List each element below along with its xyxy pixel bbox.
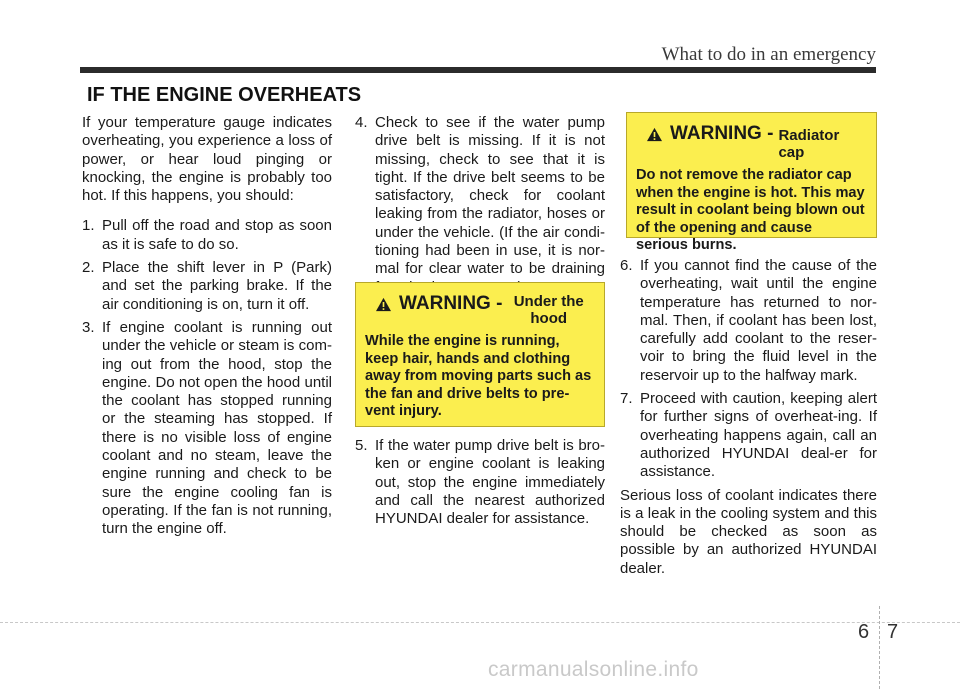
warning-triangle-icon [375,297,392,312]
warning-text: Do not remove the radiator cap when the engine is hot. This may result in coolant being blown out of the opening and cause serious burns. [636,167,865,254]
steps-list-d [620,257,877,482]
warning-heading [636,123,867,161]
step-item [82,259,332,314]
step-item [355,114,605,297]
step-item [355,437,605,528]
column-2-lower [355,437,605,533]
step-number: 4. [355,114,368,131]
step-item [620,257,877,385]
warning-subtitle: Under the hood [513,293,584,327]
warning-box-radiator-cap [626,112,877,254]
watermark: carmanualsonline.info [488,658,699,681]
step-item [620,390,877,481]
steps-list-c [355,437,605,528]
header-rule [80,67,876,73]
step-number: 6. [620,257,633,274]
warning-triangle-icon [646,127,663,142]
chapter-number: 6 [858,621,870,643]
step-item [82,319,332,539]
warning-subtitle: Radiator cap [778,127,840,161]
steps-list-b [355,114,605,297]
step-item [82,217,332,254]
step-number: 1. [82,217,95,235]
chapter-title: What to do in an emergency [661,44,876,65]
section-title: IF THE ENGINE OVERHEATS [87,84,362,106]
intro-paragraph: If your temperature gauge indicates overheating, you experience a loss of power, or hear loud pinging or knocking, the engine is probably too hot. If this happens, you should: [82,114,332,205]
step-text: Proceed with caution, keeping alert for further signs of overheat-ing. If overheating happens again, call an authorized HYUNDAI deal-er for assistance. [640,390,877,481]
column-1 [82,114,332,544]
step-number: 2. [82,259,95,277]
step-text: Check to see if the water pump drive belt is missing. If it is not missing, check to see that it is tight. If the drive belt seems to be satisfactory, check for coolant leaking from the radiator, hoses or under the vehicle. (If the air condi-tioning had been in use, it is nor-mal for clear water to be draining [375,114,605,278]
column-3 [620,257,877,578]
footer-rule [0,622,960,623]
footer-divider [879,606,880,689]
step-text: If the water pump drive belt is bro-ken or engine coolant is leaking out, stop the engine immediately and call the nearest authorized HYUNDAI dealer for assistance. [375,437,605,528]
step-number: 3. [82,318,95,336]
page-number: 7 [887,621,899,643]
step-text: If you cannot find the cause of the overheating, wait until the engine temperature has returned to nor-mal. Then, if coolant has been lost, carefully add coolant to the reser-voir to bring the fluid level in the reservoir up to the halfway mark. [640,257,877,384]
column-2 [355,114,605,302]
warning-heading [365,293,595,327]
step-number: 7. [620,390,633,408]
step-number: 5. [355,437,368,454]
warning-text: While the engine is running, keep hair, hands and clothing away from moving parts such as the fan and drive belts to pre-vent injury. [365,333,592,420]
warning-box-hood [355,282,605,427]
warning-label: WARNING - [670,123,774,144]
step-text: Place the shift lever in P (Park) and set the parking brake. If the air conditioning is on, turn it off. [102,259,332,313]
steps-list-a [82,217,332,538]
step-text: Pull off the road and stop as soon as it is safe to do so. [102,217,332,253]
step-text: If engine coolant is running out under the vehicle or steam is com-ing out from the hood, stop the engine. Do not open the hood until the coolant has stopped running or the steaming has stopped. If there is no visible loss of engine coolant and no steam, leave the engine running and check to be sure the engine cooling fan is operating. If the fan is not running, turn the engine off. [102,318,332,538]
closing-paragraph: Serious loss of coolant indicates there is a leak in the cooling system and this should be checked as soon as possible by an authorized HYUNDAI dealer. [620,486,877,577]
warning-label: WARNING - [399,293,503,314]
